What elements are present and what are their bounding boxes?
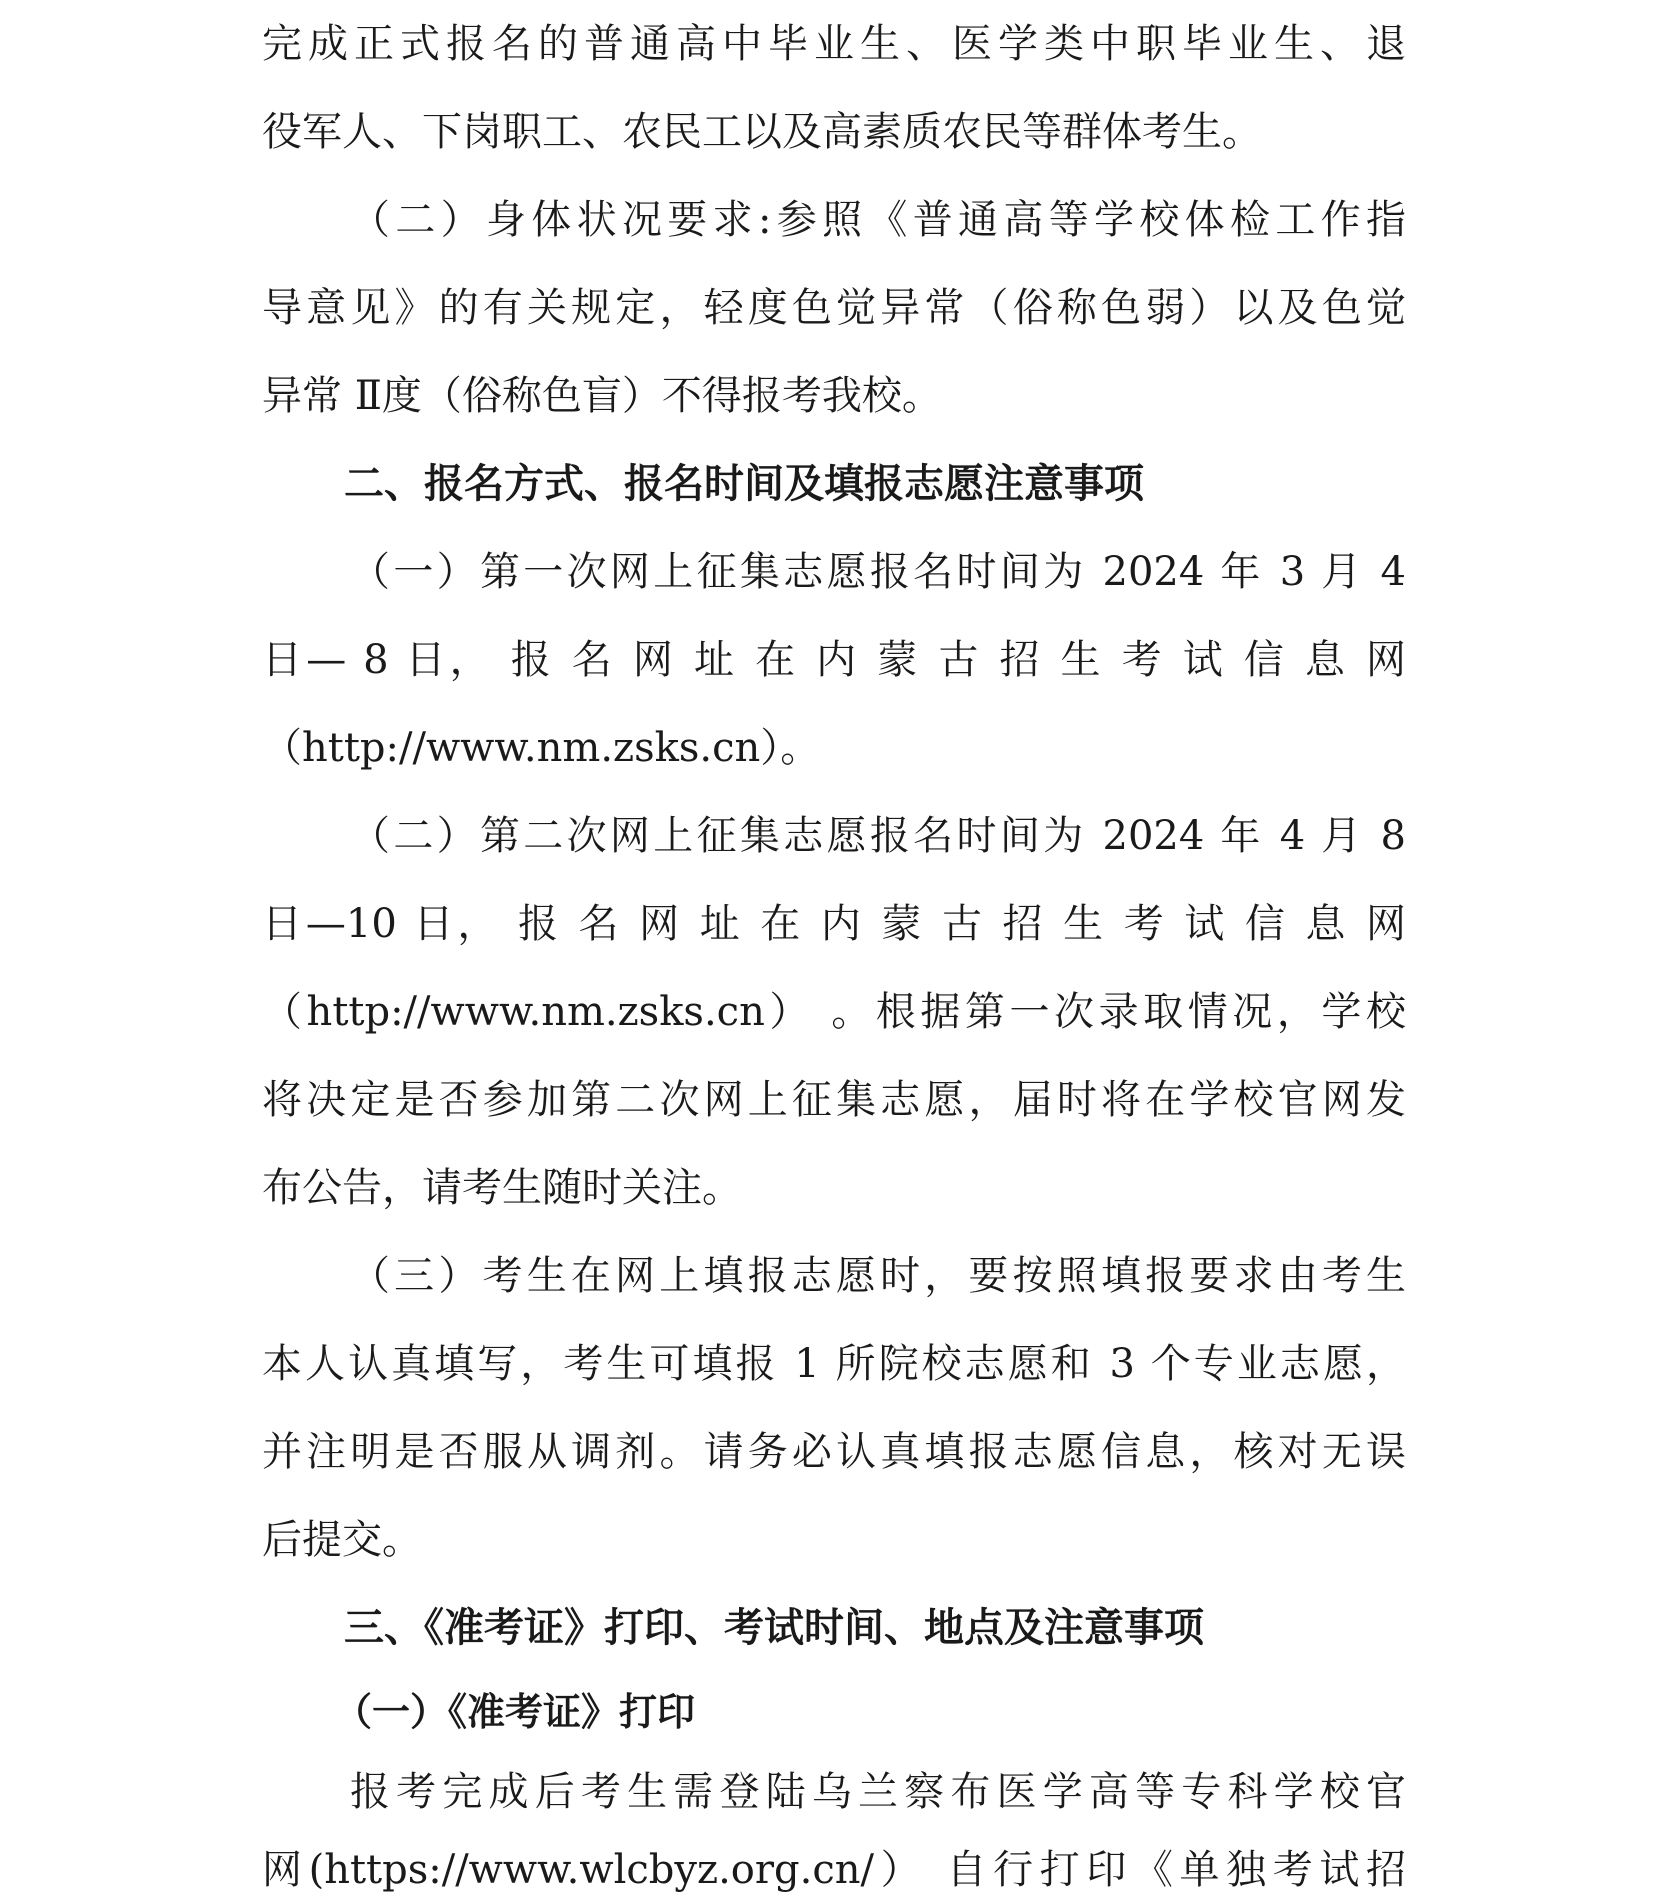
body-text-line: 完成正式报名的普通高中毕业生、医学类中职毕业生、退 [262,21,1406,67]
body-text-line: （二）第二次网上征集志愿报名时间为 2024 年 4 月 8 [350,813,1406,859]
body-text-line: （三）考生在网上填报志愿时，要按照填报要求由考生 [350,1253,1406,1299]
section-heading: 二、报名方式、报名时间及填报志愿注意事项 [344,461,1144,507]
url-text-line: （http://www.nm.zsks.cn）。 [262,725,821,771]
body-text-line: 并注明是否服从调剂。请务必认真填报志愿信息，核对无误 [262,1429,1406,1475]
body-text-line: 报考完成后考生需登陆乌兰察布医学高等专科学校官 [350,1769,1406,1815]
body-text-line: 将决定是否参加第二次网上征集志愿，届时将在学校官网发 [262,1077,1406,1123]
body-text-line: 日—10 日， 报 名 网 址 在 内 蒙 古 招 生 考 试 信 息 网 [262,901,1406,947]
body-text-line: 本人认真填写，考生可填报 1 所院校志愿和 3 个专业志愿， [262,1341,1406,1387]
section-heading: 三、《准考证》打印、考试时间、地点及注意事项 [344,1605,1204,1651]
body-text-line: 异常 Ⅱ度（俗称色盲）不得报考我校。 [262,373,942,419]
body-text-line: 后提交。 [262,1517,422,1563]
body-text-line: 役军人、下岗职工、农民工以及高素质农民等群体考生。 [262,109,1262,155]
body-text-line: 日— 8 日， 报 名 网 址 在 内 蒙 古 招 生 考 试 信 息 网 [262,637,1406,683]
body-text-line: （一）第一次网上征集志愿报名时间为 2024 年 3 月 4 [350,549,1406,595]
body-text-line: （http://www.nm.zsks.cn） 。根据第一次录取情况，学校 [262,989,1406,1035]
body-text-line: 导意见》的有关规定，轻度色觉异常（俗称色弱）以及色觉 [262,285,1406,331]
body-text-line: （二）身体状况要求:参照《普通高等学校体检工作指 [350,197,1406,243]
body-text-line: 布公告，请考生随时关注。 [262,1165,742,1211]
subsection-heading: （一）《准考证》打印 [334,1690,696,1734]
body-text-line: 网(https://www.wlcbyz.org.cn/） 自行打印《单独考试招 [262,1847,1406,1893]
